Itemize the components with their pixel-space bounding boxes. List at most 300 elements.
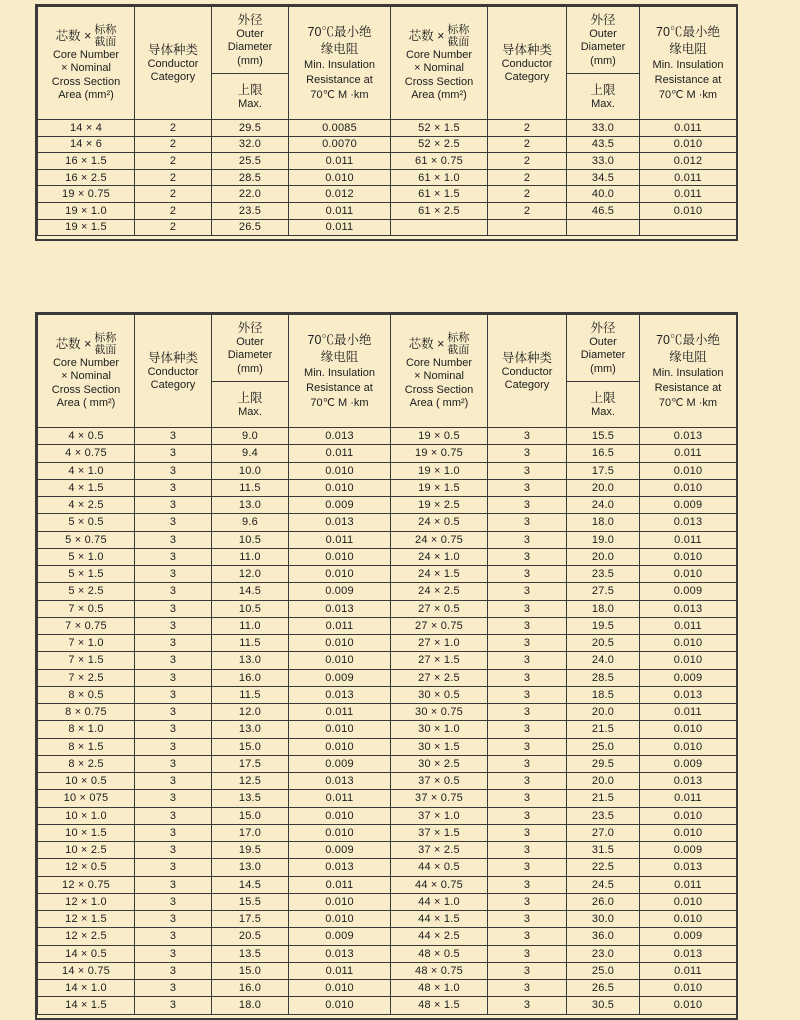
cell-conductor-category: 3 bbox=[488, 445, 567, 462]
cell-outer-diameter-max: 15.0 bbox=[212, 738, 289, 755]
cell-min-insulation-resistance: 0.010 bbox=[640, 807, 737, 824]
table-row bbox=[38, 583, 737, 600]
cell-min-insulation-resistance: 0.010 bbox=[640, 893, 737, 910]
cell-conductor-category: 3 bbox=[135, 635, 212, 652]
table-row bbox=[38, 876, 737, 893]
table-header bbox=[38, 7, 737, 120]
cell-min-insulation-resistance: 0.013 bbox=[640, 514, 737, 531]
cell-outer-diameter-max: 20.0 bbox=[567, 479, 640, 496]
cell-outer-diameter-max: 29.5 bbox=[567, 755, 640, 772]
cell-core-spec: 24 × 2.5 bbox=[391, 583, 488, 600]
cell-core-spec: 14 × 0.75 bbox=[38, 962, 135, 979]
cell-min-insulation-resistance: 0.013 bbox=[640, 600, 737, 617]
header-core-spec: 芯数 × 标称 截面 Core Number × Nominal Cross Section Area (mm²) bbox=[38, 7, 135, 120]
cell-min-insulation-resistance: 0.011 bbox=[289, 531, 391, 548]
cell-core-spec: 61 × 1.0 bbox=[391, 169, 488, 186]
cell-outer-diameter-max: 32.0 bbox=[212, 136, 289, 153]
cell-outer-diameter-max: 24.0 bbox=[567, 497, 640, 514]
cell-conductor-category: 3 bbox=[488, 635, 567, 652]
cell-conductor-category: 3 bbox=[488, 548, 567, 565]
cell-outer-diameter-max: 27.5 bbox=[567, 583, 640, 600]
cell-conductor-category: 3 bbox=[135, 704, 212, 721]
cell-min-insulation-resistance: 0.010 bbox=[640, 566, 737, 583]
cell-core-spec: 5 × 2.5 bbox=[38, 583, 135, 600]
header-outer-diameter: 外径 Outer Diameter (mm) bbox=[212, 315, 289, 382]
header-insulation-resistance: 70℃最小绝 缘电阻 Min. Insulation Resistance at 70℃ M ·km bbox=[640, 7, 737, 120]
cell-outer-diameter-max: 13.0 bbox=[212, 721, 289, 738]
cell-conductor-category: 2 bbox=[135, 120, 212, 137]
cell-min-insulation-resistance: 0.011 bbox=[289, 962, 391, 979]
cell-conductor-category: 2 bbox=[135, 219, 212, 236]
cell-min-insulation-resistance: 0.013 bbox=[640, 859, 737, 876]
cell-core-spec: 10 × 2.5 bbox=[38, 842, 135, 859]
cell-core-spec: 30 × 0.75 bbox=[391, 704, 488, 721]
cell-min-insulation-resistance: 0.011 bbox=[289, 202, 391, 219]
cell-conductor-category: 3 bbox=[488, 497, 567, 514]
cell-core-spec: 8 × 1.0 bbox=[38, 721, 135, 738]
cell-conductor-category: 3 bbox=[488, 669, 567, 686]
cell-core-spec: 4 × 2.5 bbox=[38, 497, 135, 514]
cell-min-insulation-resistance: 0.009 bbox=[640, 583, 737, 600]
cell-conductor-category: 2 bbox=[488, 153, 567, 170]
cell-core-spec: 24 × 0.5 bbox=[391, 514, 488, 531]
cell-conductor-category: 3 bbox=[488, 911, 567, 928]
table-row bbox=[38, 893, 737, 910]
cell-min-insulation-resistance: 0.009 bbox=[289, 928, 391, 945]
cell-conductor-category: 3 bbox=[135, 617, 212, 634]
cell-conductor-category: 3 bbox=[135, 721, 212, 738]
cell-outer-diameter-max: 13.0 bbox=[212, 859, 289, 876]
cell-core-spec: 8 × 0.75 bbox=[38, 704, 135, 721]
cell-conductor-category: 2 bbox=[135, 202, 212, 219]
table-row bbox=[38, 566, 737, 583]
cell-conductor-category: 3 bbox=[135, 600, 212, 617]
cell-core-spec: 37 × 0.75 bbox=[391, 790, 488, 807]
cell-core-spec: 19 × 1.5 bbox=[391, 479, 488, 496]
table-row bbox=[38, 773, 737, 790]
cell-conductor-category bbox=[488, 219, 567, 236]
table-row bbox=[38, 807, 737, 824]
spec-table bbox=[37, 314, 737, 1015]
header-row-top bbox=[38, 315, 737, 382]
cell-conductor-category: 2 bbox=[488, 186, 567, 203]
cell-outer-diameter-max: 11.5 bbox=[212, 479, 289, 496]
cell-min-insulation-resistance: 0.009 bbox=[289, 842, 391, 859]
cell-core-spec: 10 × 1.5 bbox=[38, 824, 135, 841]
cell-conductor-category: 3 bbox=[135, 997, 212, 1014]
cell-core-spec: 7 × 1.5 bbox=[38, 652, 135, 669]
cell-conductor-category: 3 bbox=[488, 876, 567, 893]
cell-outer-diameter-max: 15.5 bbox=[567, 428, 640, 445]
cell-conductor-category: 3 bbox=[135, 893, 212, 910]
cell-core-spec: 14 × 1.5 bbox=[38, 997, 135, 1014]
cell-outer-diameter-max: 20.0 bbox=[567, 548, 640, 565]
cell-min-insulation-resistance: 0.009 bbox=[289, 497, 391, 514]
cell-outer-diameter-max: 31.5 bbox=[567, 842, 640, 859]
cell-min-insulation-resistance: 0.013 bbox=[289, 428, 391, 445]
cell-core-spec: 4 × 1.5 bbox=[38, 479, 135, 496]
table-row bbox=[38, 980, 737, 997]
cell-core-spec: 61 × 1.5 bbox=[391, 186, 488, 203]
table-row bbox=[38, 945, 737, 962]
table-row bbox=[38, 617, 737, 634]
cell-min-insulation-resistance: 0.010 bbox=[640, 980, 737, 997]
cell-outer-diameter-max: 46.5 bbox=[567, 202, 640, 219]
cell-outer-diameter-max: 16.0 bbox=[212, 980, 289, 997]
cell-outer-diameter-max: 14.5 bbox=[212, 876, 289, 893]
cell-min-insulation-resistance: 0.010 bbox=[640, 997, 737, 1014]
cell-min-insulation-resistance: 0.010 bbox=[640, 635, 737, 652]
cell-core-spec: 61 × 2.5 bbox=[391, 202, 488, 219]
cell-min-insulation-resistance: 0.011 bbox=[289, 445, 391, 462]
cell-core-spec: 24 × 0.75 bbox=[391, 531, 488, 548]
table-row bbox=[38, 462, 737, 479]
cell-outer-diameter-max: 21.5 bbox=[567, 790, 640, 807]
cell-core-spec: 14 × 1.0 bbox=[38, 980, 135, 997]
table-row bbox=[38, 790, 737, 807]
cell-outer-diameter-max: 18.0 bbox=[567, 514, 640, 531]
cell-outer-diameter-max: 21.5 bbox=[567, 721, 640, 738]
cell-core-spec: 16 × 2.5 bbox=[38, 169, 135, 186]
cell-outer-diameter-max: 20.5 bbox=[567, 635, 640, 652]
cell-outer-diameter-max: 33.0 bbox=[567, 153, 640, 170]
cell-core-spec: 27 × 0.5 bbox=[391, 600, 488, 617]
cell-min-insulation-resistance: 0.009 bbox=[640, 842, 737, 859]
cell-min-insulation-resistance: 0.011 bbox=[640, 704, 737, 721]
header-insulation-resistance: 70℃最小绝 缘电阻 Min. Insulation Resistance at 70℃ M ·km bbox=[289, 315, 391, 428]
cell-outer-diameter-max: 16.5 bbox=[567, 445, 640, 462]
cell-conductor-category: 3 bbox=[488, 842, 567, 859]
cell-min-insulation-resistance: 0.010 bbox=[289, 807, 391, 824]
table-row bbox=[38, 962, 737, 979]
cell-min-insulation-resistance: 0.013 bbox=[289, 514, 391, 531]
cell-outer-diameter-max: 17.0 bbox=[212, 824, 289, 841]
cell-min-insulation-resistance: 0.011 bbox=[640, 186, 737, 203]
header-insulation-resistance: 70℃最小绝 缘电阻 Min. Insulation Resistance at 70℃ M ·km bbox=[289, 7, 391, 120]
cell-outer-diameter-max: 12.0 bbox=[212, 704, 289, 721]
cell-core-spec: 27 × 2.5 bbox=[391, 669, 488, 686]
cell-min-insulation-resistance: 0.010 bbox=[289, 824, 391, 841]
cell-outer-diameter-max: 33.0 bbox=[567, 120, 640, 137]
cell-outer-diameter-max: 17.5 bbox=[212, 755, 289, 772]
cell-core-spec: 10 × 1.0 bbox=[38, 807, 135, 824]
cell-conductor-category: 3 bbox=[488, 928, 567, 945]
table-row bbox=[38, 428, 737, 445]
header-outer-diameter: 外径 Outer Diameter (mm) bbox=[212, 7, 289, 74]
cell-core-spec: 10 × 0.5 bbox=[38, 773, 135, 790]
cell-conductor-category: 3 bbox=[488, 721, 567, 738]
cell-core-spec: 48 × 0.75 bbox=[391, 962, 488, 979]
cell-outer-diameter-max: 43.5 bbox=[567, 136, 640, 153]
cell-conductor-category: 3 bbox=[135, 738, 212, 755]
cell-outer-diameter-max: 13.5 bbox=[212, 790, 289, 807]
cell-core-spec: 12 × 1.0 bbox=[38, 893, 135, 910]
cell-min-insulation-resistance: 0.010 bbox=[289, 548, 391, 565]
cell-min-insulation-resistance: 0.011 bbox=[289, 617, 391, 634]
cell-min-insulation-resistance: 0.010 bbox=[640, 462, 737, 479]
cell-core-spec: 37 × 1.5 bbox=[391, 824, 488, 841]
cell-core-spec: 44 × 0.75 bbox=[391, 876, 488, 893]
cell-outer-diameter-max: 9.6 bbox=[212, 514, 289, 531]
cell-core-spec: 19 × 1.5 bbox=[38, 219, 135, 236]
cell-conductor-category: 3 bbox=[488, 704, 567, 721]
header-core-spec-zh: 芯数 × 标称 截面 bbox=[408, 331, 470, 356]
cell-core-spec: 7 × 1.0 bbox=[38, 635, 135, 652]
table-row bbox=[38, 652, 737, 669]
cell-core-spec: 52 × 2.5 bbox=[391, 136, 488, 153]
cell-core-spec: 30 × 0.5 bbox=[391, 686, 488, 703]
cell-conductor-category: 3 bbox=[135, 928, 212, 945]
cell-min-insulation-resistance: 0.013 bbox=[289, 945, 391, 962]
cell-core-spec: 19 × 1.0 bbox=[38, 202, 135, 219]
cell-outer-diameter-max: 11.0 bbox=[212, 617, 289, 634]
cell-conductor-category: 2 bbox=[488, 136, 567, 153]
cell-outer-diameter-max: 27.0 bbox=[567, 824, 640, 841]
cell-min-insulation-resistance: 0.010 bbox=[289, 635, 391, 652]
header-conductor-category: 导体种类 Conductor Category bbox=[488, 7, 567, 120]
cell-outer-diameter-max: 18.0 bbox=[212, 997, 289, 1014]
cell-outer-diameter-max: 18.5 bbox=[567, 686, 640, 703]
table-body bbox=[38, 120, 737, 236]
cell-min-insulation-resistance: 0.010 bbox=[640, 824, 737, 841]
cell-conductor-category: 2 bbox=[488, 169, 567, 186]
table-row bbox=[38, 136, 737, 153]
cell-core-spec: 5 × 0.75 bbox=[38, 531, 135, 548]
cell-conductor-category: 3 bbox=[135, 548, 212, 565]
header-insulation-resistance: 70℃最小绝 缘电阻 Min. Insulation Resistance at 70℃ M ·km bbox=[640, 315, 737, 428]
header-diameter-max: 上限 Max. bbox=[212, 74, 289, 120]
header-conductor-category: 导体种类 Conductor Category bbox=[135, 7, 212, 120]
table-row bbox=[38, 928, 737, 945]
cell-core-spec: 5 × 0.5 bbox=[38, 514, 135, 531]
cell-min-insulation-resistance: 0.011 bbox=[289, 219, 391, 236]
table-row bbox=[38, 514, 737, 531]
table-row bbox=[38, 824, 737, 841]
cell-outer-diameter-max: 29.5 bbox=[212, 120, 289, 137]
cell-core-spec: 19 × 0.5 bbox=[391, 428, 488, 445]
cell-conductor-category: 3 bbox=[135, 497, 212, 514]
cell-conductor-category: 3 bbox=[488, 462, 567, 479]
table-row bbox=[38, 755, 737, 772]
cell-core-spec: 7 × 0.75 bbox=[38, 617, 135, 634]
header-core-spec-zh: 芯数 × 标称 截面 bbox=[408, 23, 470, 48]
cell-core-spec: 14 × 4 bbox=[38, 120, 135, 137]
cell-min-insulation-resistance: 0.013 bbox=[289, 600, 391, 617]
cell-conductor-category: 3 bbox=[135, 566, 212, 583]
cell-conductor-category: 3 bbox=[135, 859, 212, 876]
cell-core-spec: 27 × 1.0 bbox=[391, 635, 488, 652]
cell-outer-diameter-max: 40.0 bbox=[567, 186, 640, 203]
cell-min-insulation-resistance: 0.011 bbox=[289, 876, 391, 893]
cell-core-spec: 12 × 0.5 bbox=[38, 859, 135, 876]
cell-outer-diameter-max: 19.5 bbox=[212, 842, 289, 859]
cell-outer-diameter-max: 13.5 bbox=[212, 945, 289, 962]
cell-min-insulation-resistance: 0.013 bbox=[289, 686, 391, 703]
cell-min-insulation-resistance: 0.011 bbox=[640, 617, 737, 634]
cell-outer-diameter-max: 24.5 bbox=[567, 876, 640, 893]
cell-min-insulation-resistance: 0.009 bbox=[289, 583, 391, 600]
cell-core-spec: 5 × 1.5 bbox=[38, 566, 135, 583]
cell-core-spec: 10 × 075 bbox=[38, 790, 135, 807]
table-row bbox=[38, 445, 737, 462]
table-row bbox=[38, 600, 737, 617]
cell-outer-diameter-max: 13.0 bbox=[212, 497, 289, 514]
cell-outer-diameter-max: 23.5 bbox=[212, 202, 289, 219]
cell-outer-diameter-max: 28.5 bbox=[567, 669, 640, 686]
cell-outer-diameter-max: 20.0 bbox=[567, 773, 640, 790]
cell-core-spec: 37 × 1.0 bbox=[391, 807, 488, 824]
cell-outer-diameter-max: 15.0 bbox=[212, 807, 289, 824]
cell-conductor-category: 3 bbox=[135, 876, 212, 893]
cell-core-spec: 48 × 1.0 bbox=[391, 980, 488, 997]
cell-outer-diameter-max: 22.5 bbox=[567, 859, 640, 876]
cell-core-spec: 19 × 0.75 bbox=[391, 445, 488, 462]
cell-conductor-category: 3 bbox=[488, 807, 567, 824]
cell-core-spec: 19 × 0.75 bbox=[38, 186, 135, 203]
cell-outer-diameter-max: 20.5 bbox=[212, 928, 289, 945]
cell-min-insulation-resistance: 0.011 bbox=[640, 120, 737, 137]
table-row bbox=[38, 686, 737, 703]
cell-conductor-category: 3 bbox=[488, 600, 567, 617]
cell-min-insulation-resistance: 0.011 bbox=[640, 790, 737, 807]
cell-min-insulation-resistance: 0.013 bbox=[640, 945, 737, 962]
cell-outer-diameter-max: 26.5 bbox=[567, 980, 640, 997]
cell-core-spec: 4 × 1.0 bbox=[38, 462, 135, 479]
header-outer-diameter: 外径 Outer Diameter (mm) bbox=[567, 7, 640, 74]
cell-core-spec: 14 × 6 bbox=[38, 136, 135, 153]
cell-outer-diameter-max: 10.0 bbox=[212, 462, 289, 479]
cell-min-insulation-resistance: 0.010 bbox=[289, 566, 391, 583]
cell-min-insulation-resistance: 0.010 bbox=[289, 169, 391, 186]
cell-min-insulation-resistance: 0.012 bbox=[289, 186, 391, 203]
cell-conductor-category: 3 bbox=[488, 962, 567, 979]
cell-conductor-category: 3 bbox=[135, 531, 212, 548]
header-conductor-category: 导体种类 Conductor Category bbox=[135, 315, 212, 428]
cell-conductor-category: 3 bbox=[488, 566, 567, 583]
cell-core-spec: 24 × 1.5 bbox=[391, 566, 488, 583]
cell-outer-diameter-max: 10.5 bbox=[212, 531, 289, 548]
cell-conductor-category: 3 bbox=[135, 583, 212, 600]
cell-conductor-category: 3 bbox=[488, 652, 567, 669]
header-outer-diameter: 外径 Outer Diameter (mm) bbox=[567, 315, 640, 382]
cell-min-insulation-resistance bbox=[640, 219, 737, 236]
cell-outer-diameter-max: 11.5 bbox=[212, 635, 289, 652]
table-row bbox=[38, 479, 737, 496]
cell-outer-diameter-max: 25.0 bbox=[567, 962, 640, 979]
cell-conductor-category: 3 bbox=[488, 997, 567, 1014]
cell-min-insulation-resistance: 0.010 bbox=[640, 548, 737, 565]
cell-core-spec: 12 × 0.75 bbox=[38, 876, 135, 893]
cell-outer-diameter-max: 23.5 bbox=[567, 807, 640, 824]
cell-conductor-category: 3 bbox=[488, 617, 567, 634]
cell-conductor-category: 2 bbox=[488, 120, 567, 137]
cell-outer-diameter-max: 14.5 bbox=[212, 583, 289, 600]
cell-min-insulation-resistance: 0.011 bbox=[640, 876, 737, 893]
cell-conductor-category: 3 bbox=[135, 686, 212, 703]
table-row bbox=[38, 721, 737, 738]
table-row bbox=[38, 842, 737, 859]
cell-conductor-category: 3 bbox=[488, 531, 567, 548]
cell-outer-diameter-max: 36.0 bbox=[567, 928, 640, 945]
cell-conductor-category: 3 bbox=[135, 514, 212, 531]
table-row bbox=[38, 202, 737, 219]
cell-core-spec: 7 × 2.5 bbox=[38, 669, 135, 686]
cell-core-spec: 52 × 1.5 bbox=[391, 120, 488, 137]
cell-min-insulation-resistance: 0.010 bbox=[640, 721, 737, 738]
table-row bbox=[38, 704, 737, 721]
cell-core-spec: 48 × 0.5 bbox=[391, 945, 488, 962]
cell-core-spec: 24 × 1.0 bbox=[391, 548, 488, 565]
cell-conductor-category: 3 bbox=[135, 911, 212, 928]
cell-core-spec bbox=[391, 219, 488, 236]
table-row bbox=[38, 497, 737, 514]
cell-min-insulation-resistance: 0.0085 bbox=[289, 120, 391, 137]
cell-core-spec: 7 × 0.5 bbox=[38, 600, 135, 617]
cell-conductor-category: 3 bbox=[488, 738, 567, 755]
table-row bbox=[38, 531, 737, 548]
cell-conductor-category: 3 bbox=[135, 462, 212, 479]
cell-outer-diameter-max: 9.4 bbox=[212, 445, 289, 462]
cell-core-spec: 44 × 0.5 bbox=[391, 859, 488, 876]
cell-min-insulation-resistance: 0.011 bbox=[640, 445, 737, 462]
cell-outer-diameter-max: 30.0 bbox=[567, 911, 640, 928]
table-row bbox=[38, 219, 737, 236]
cell-conductor-category: 2 bbox=[135, 153, 212, 170]
cell-conductor-category: 2 bbox=[135, 169, 212, 186]
cell-conductor-category: 3 bbox=[488, 980, 567, 997]
cell-conductor-category: 2 bbox=[135, 186, 212, 203]
cell-min-insulation-resistance: 0.013 bbox=[289, 773, 391, 790]
cell-min-insulation-resistance: 0.010 bbox=[640, 479, 737, 496]
cell-conductor-category: 3 bbox=[135, 824, 212, 841]
cell-core-spec: 61 × 0.75 bbox=[391, 153, 488, 170]
cell-min-insulation-resistance: 0.009 bbox=[640, 755, 737, 772]
cell-min-insulation-resistance: 0.010 bbox=[289, 997, 391, 1014]
table-header bbox=[38, 315, 737, 428]
cell-core-spec: 48 × 1.5 bbox=[391, 997, 488, 1014]
cell-min-insulation-resistance: 0.010 bbox=[289, 721, 391, 738]
cell-min-insulation-resistance: 0.013 bbox=[289, 859, 391, 876]
cell-min-insulation-resistance: 0.010 bbox=[640, 911, 737, 928]
cell-outer-diameter-max: 22.0 bbox=[212, 186, 289, 203]
cell-min-insulation-resistance: 0.010 bbox=[640, 738, 737, 755]
cell-core-spec: 12 × 2.5 bbox=[38, 928, 135, 945]
cell-conductor-category: 3 bbox=[488, 479, 567, 496]
table-row bbox=[38, 548, 737, 565]
cell-conductor-category: 3 bbox=[135, 962, 212, 979]
cell-core-spec: 14 × 0.5 bbox=[38, 945, 135, 962]
cell-core-spec: 30 × 1.0 bbox=[391, 721, 488, 738]
cell-conductor-category: 3 bbox=[135, 842, 212, 859]
cell-conductor-category: 3 bbox=[488, 790, 567, 807]
header-core-spec: 芯数 × 标称 截面 Core Number × Nominal Cross Section Area (mm²) bbox=[391, 7, 488, 120]
cell-min-insulation-resistance: 0.010 bbox=[640, 136, 737, 153]
cell-outer-diameter-max: 19.5 bbox=[567, 617, 640, 634]
cell-outer-diameter-max bbox=[567, 219, 640, 236]
cell-min-insulation-resistance: 0.012 bbox=[640, 153, 737, 170]
cell-core-spec: 44 × 1.5 bbox=[391, 911, 488, 928]
cell-outer-diameter-max: 18.0 bbox=[567, 600, 640, 617]
cell-core-spec: 30 × 2.5 bbox=[391, 755, 488, 772]
cell-min-insulation-resistance: 0.013 bbox=[640, 686, 737, 703]
cell-outer-diameter-max: 30.5 bbox=[567, 997, 640, 1014]
cell-conductor-category: 3 bbox=[135, 445, 212, 462]
cell-outer-diameter-max: 11.0 bbox=[212, 548, 289, 565]
cell-outer-diameter-max: 25.0 bbox=[567, 738, 640, 755]
cell-outer-diameter-max: 24.0 bbox=[567, 652, 640, 669]
table-body bbox=[38, 428, 737, 1015]
cell-min-insulation-resistance: 0.010 bbox=[289, 462, 391, 479]
